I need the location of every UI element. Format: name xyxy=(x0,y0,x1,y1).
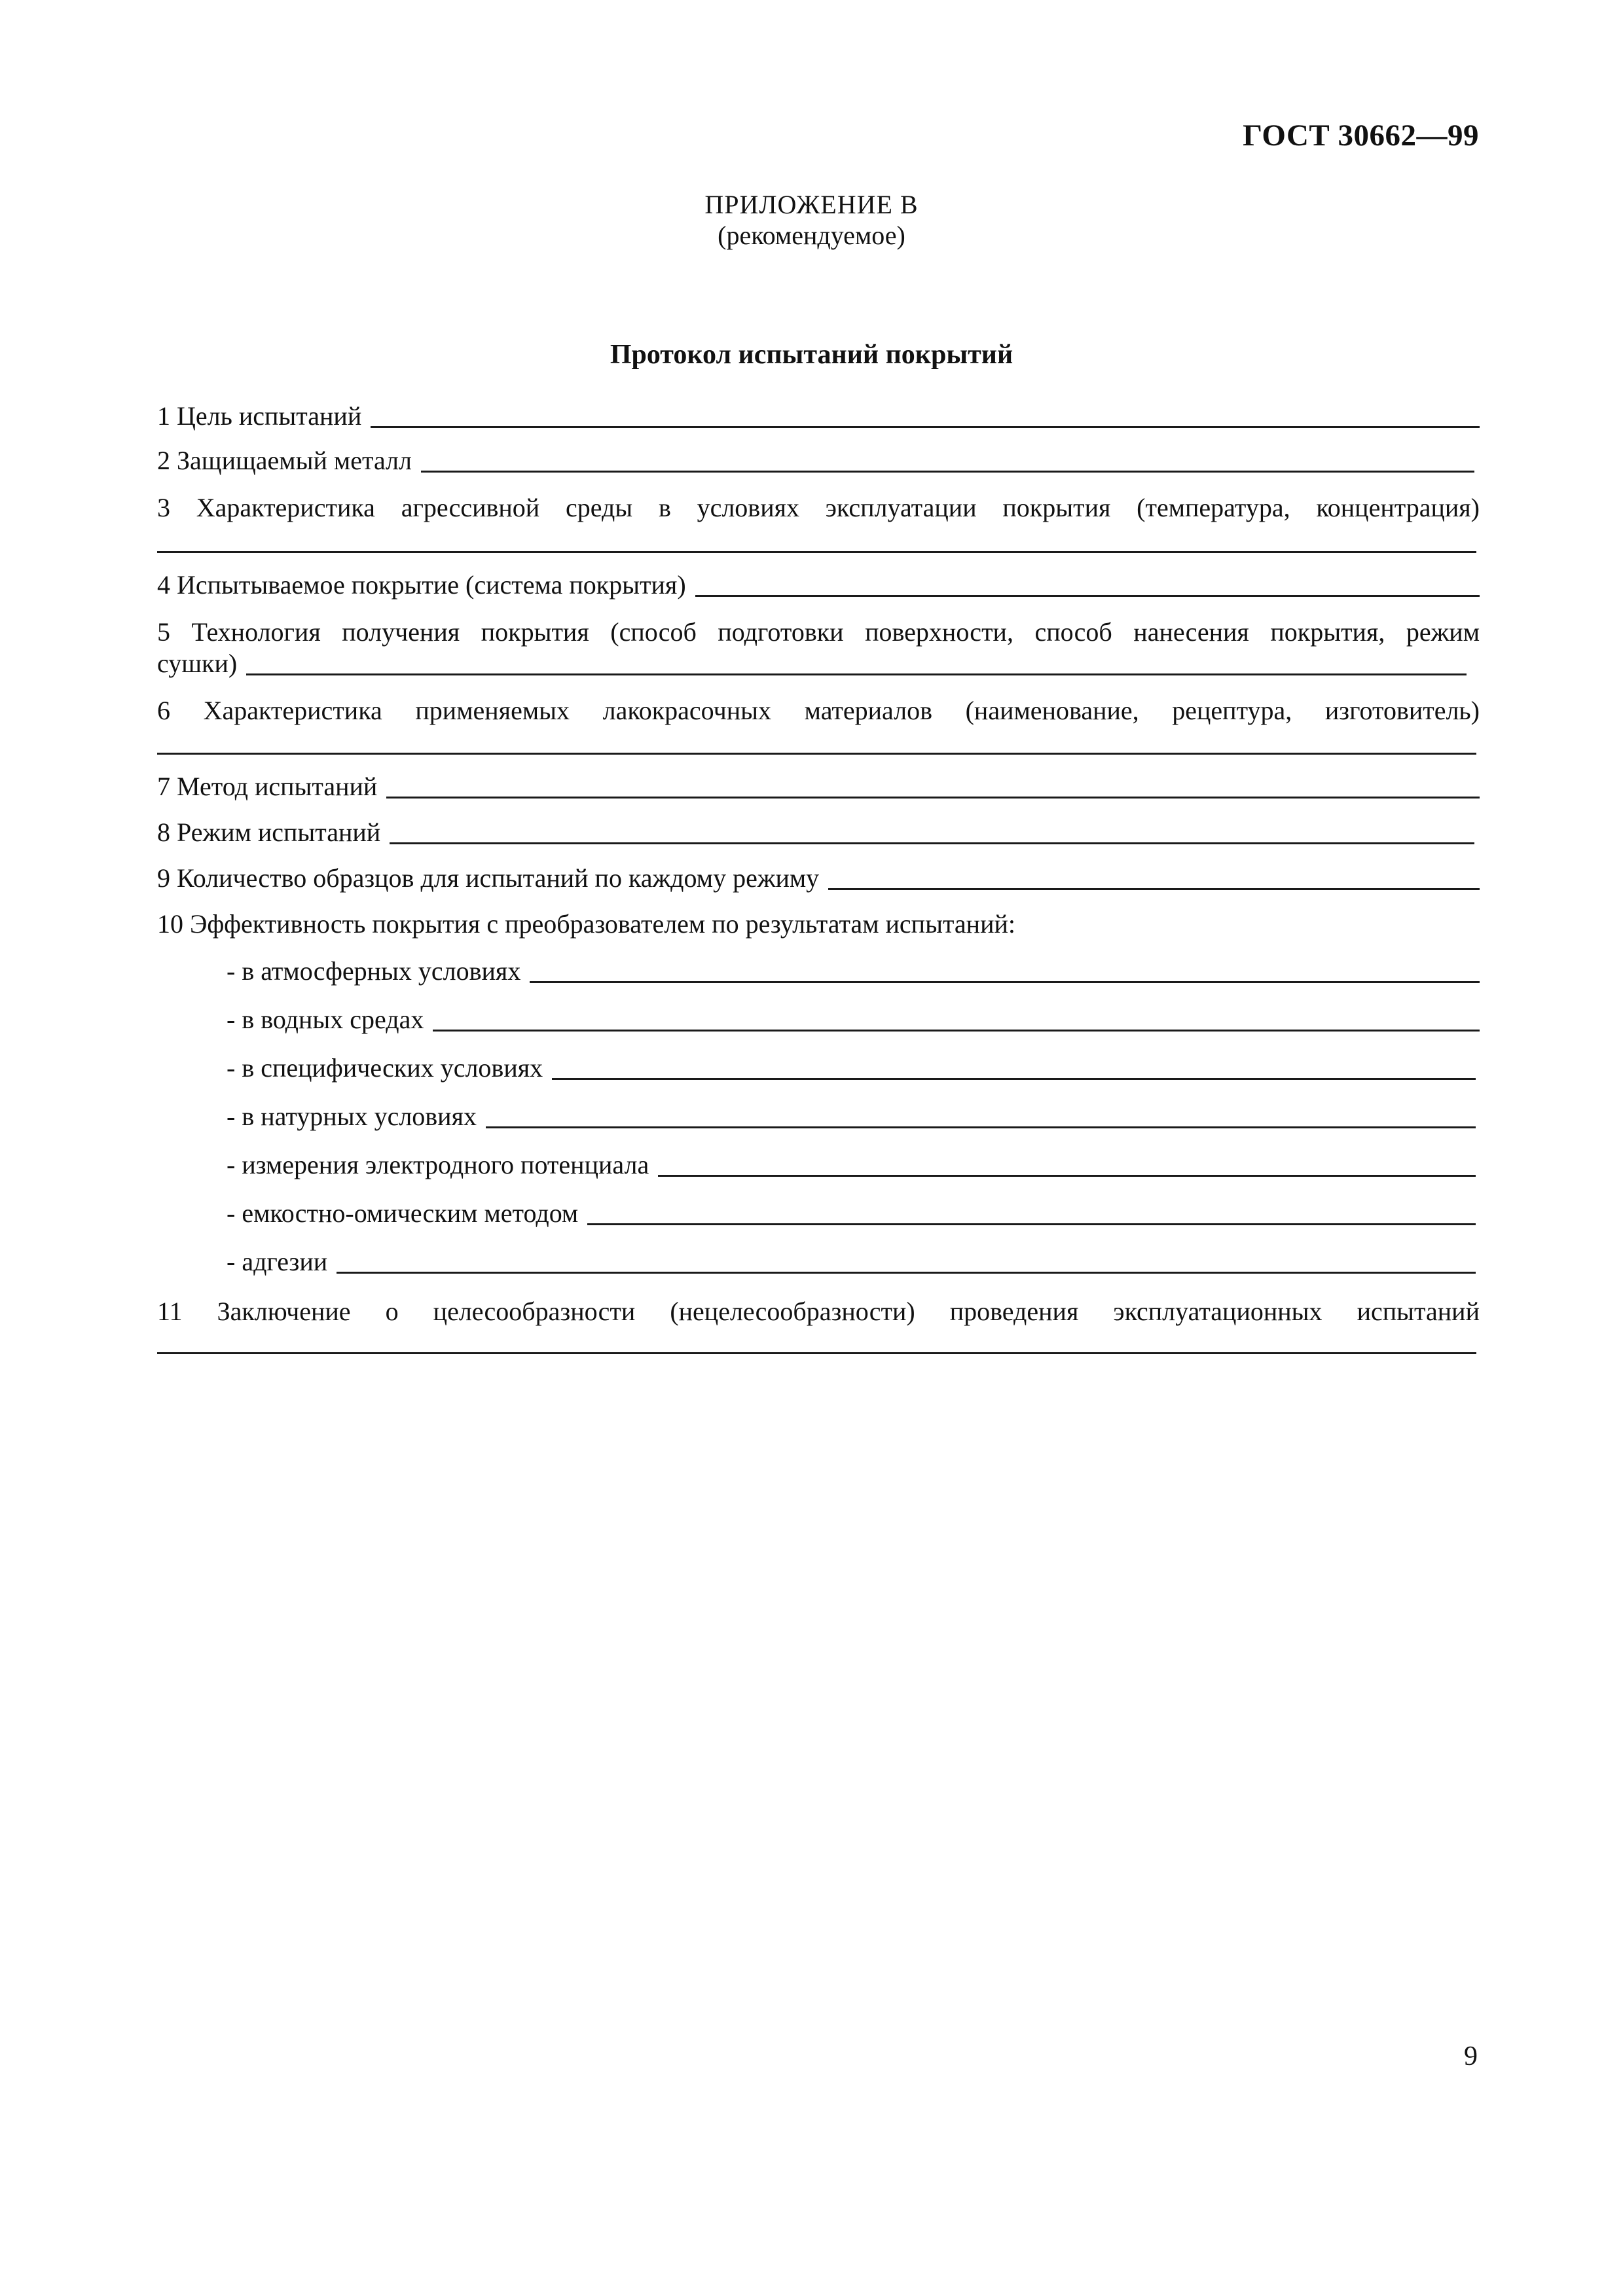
form-item-10-field xyxy=(227,1101,1480,1132)
form-item-label: 5 Технология получения покрытия (способ подготовки поверхности, способ нанесения покрытия, режим xyxy=(157,617,1480,647)
form-item-10-water xyxy=(227,1004,1480,1035)
form-item-10-specific xyxy=(227,1052,1480,1084)
fill-in-line[interactable] xyxy=(246,673,1467,675)
form-item-10-adhesion xyxy=(227,1246,1480,1278)
fill-in-line[interactable] xyxy=(421,471,1474,473)
fill-in-line[interactable] xyxy=(157,753,1476,755)
fill-in-line[interactable] xyxy=(587,1223,1476,1225)
fill-in-line[interactable] xyxy=(486,1126,1476,1128)
form-item-label: сушки) xyxy=(157,649,238,678)
fill-in-line[interactable] xyxy=(828,888,1480,890)
form-item-label: 6 Характеристика применяемых лакокрасочных материалов (наименование, рецептура, изготовитель) xyxy=(157,696,1480,725)
form-item-10-potential xyxy=(227,1149,1480,1181)
form-item-7 xyxy=(157,771,1480,802)
form-item-label: - емкостно-омическим методом xyxy=(227,1198,579,1228)
fill-in-line[interactable] xyxy=(530,981,1480,983)
form-item-label: 7 Метод испытаний xyxy=(157,772,378,801)
fill-in-line[interactable] xyxy=(695,595,1480,597)
form-item-label: - в натурных условиях xyxy=(227,1102,477,1131)
form-item-label: 1 Цель испытаний xyxy=(157,401,362,431)
fill-in-line[interactable] xyxy=(157,551,1476,553)
form-item-label: - адгезии xyxy=(227,1247,328,1276)
form-item-10-atmospheric xyxy=(227,956,1480,987)
form-item-label: 10 Эффективность покрытия с преобразователем по результатам испытаний: xyxy=(157,909,1015,939)
standard-code: ГОСТ 30662—99 xyxy=(1243,118,1479,152)
form-item-label: - измерения электродного потенциала xyxy=(227,1150,649,1179)
form-item-label: 3 Характеристика агрессивной среды в условиях эксплуатации покрытия (температура, концентрация) xyxy=(157,493,1480,522)
form-item-9 xyxy=(157,863,1480,894)
form-item-1 xyxy=(157,401,1480,432)
form-item-label: 8 Режим испытаний xyxy=(157,817,381,847)
fill-in-line[interactable] xyxy=(157,1352,1476,1354)
form-item-label: 2 Защищаемый металл xyxy=(157,446,412,475)
form-item-11 xyxy=(157,1296,1480,1327)
form-item-label: - в атмосферных условиях xyxy=(227,956,521,986)
form-item-6 xyxy=(157,695,1480,726)
form-item-label: 4 Испытываемое покрытие (система покрытия) xyxy=(157,570,686,600)
form-item-4 xyxy=(157,569,1480,601)
fill-in-line[interactable] xyxy=(386,797,1480,798)
form-item-label: - в водных средах xyxy=(227,1005,424,1034)
appendix-heading xyxy=(0,188,1623,250)
form-item-label: - в специфических условиях xyxy=(227,1053,543,1083)
form-item-2 xyxy=(157,445,1480,476)
fill-in-line[interactable] xyxy=(658,1175,1476,1177)
form-item-8 xyxy=(157,817,1480,848)
appendix-subtitle: (рекомендуемое) xyxy=(718,221,905,250)
fill-in-line[interactable] xyxy=(337,1272,1476,1274)
form-item-5-continuation xyxy=(157,648,1480,679)
fill-in-line[interactable] xyxy=(371,426,1480,428)
form-item-3 xyxy=(157,492,1480,524)
appendix-title: ПРИЛОЖЕНИЕ В xyxy=(704,190,919,219)
fill-in-line[interactable] xyxy=(433,1030,1480,1031)
page-number: 9 xyxy=(1464,2041,1478,2072)
form-item-10 xyxy=(157,908,1480,940)
form-item-label: 9 Количество образцов для испытаний по каждому режиму xyxy=(157,863,820,893)
protocol-title: Протокол испытаний покрытий xyxy=(610,340,1013,370)
form-item-5 xyxy=(157,617,1480,648)
form-item-label: 11 Заключение о целесообразности (нецелесообразности) проведения эксплуатационных испытаний xyxy=(157,1297,1480,1326)
fill-in-line[interactable] xyxy=(390,842,1474,844)
fill-in-line[interactable] xyxy=(552,1078,1476,1080)
form-item-10-capacitive xyxy=(227,1198,1480,1229)
